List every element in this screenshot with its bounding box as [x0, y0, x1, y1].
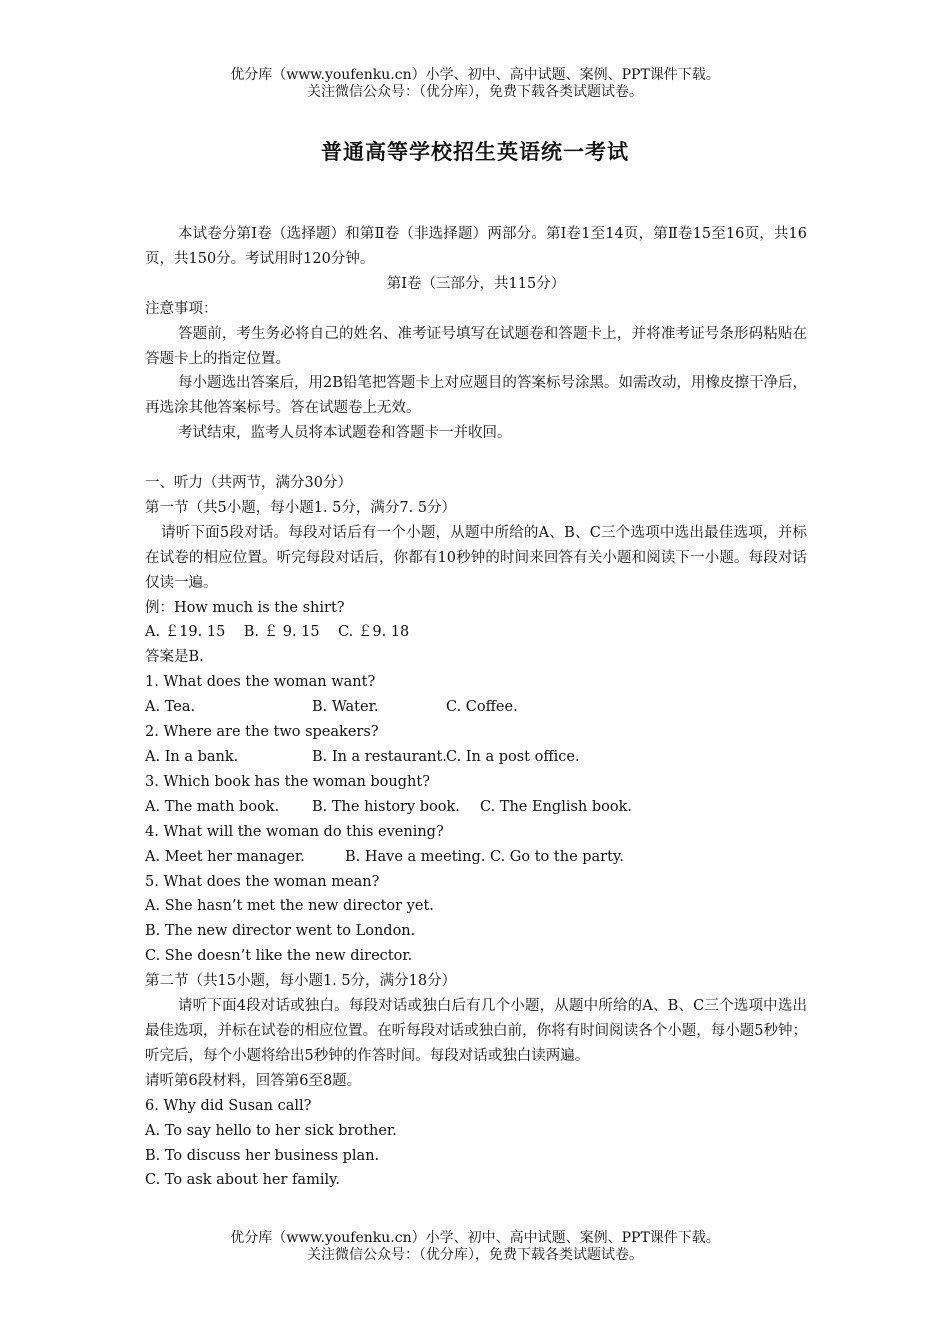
option-b: B. The new director went to London.: [145, 923, 416, 940]
question-1: 1. What does the woman want?: [145, 674, 376, 691]
section2-instructions: 请听下面4段对话或独白。每段对话或独白后有几个小题，从题中所给的A、B、C三个选项中选出最佳选项，并标在试卷的相应位置。在听每段对话或独白前，你将有时间阅读各个小题，每小题5秒钟；听完后，每个小题将给出5秒钟的作答时间。每段对话或独白读两遍。: [145, 998, 807, 1064]
option-a: A. The math book.: [145, 798, 280, 815]
option-b: B. Have a meeting.: [345, 848, 486, 865]
question-1-options: [145, 695, 807, 720]
question-4: 4. What will the woman do this evening?: [145, 823, 444, 840]
question-6: 6. Why did Susan call?: [145, 1097, 312, 1114]
notice-heading: 注意事项：: [145, 300, 218, 317]
option-b: B. The history book.: [312, 798, 460, 815]
section1-instructions: 请听下面5段对话。每段对话后有一个小题，从题中所给的A、B、C三个选项中选出最佳选项，并标在试卷的相应位置。听完每段对话后，你都有10秒钟的时间来回答有关小题和阅读下一小题。每段对话仅读一遍。: [145, 524, 807, 591]
example-options: [145, 620, 807, 645]
option-c: C. In a post office.: [446, 749, 580, 766]
option-c: C. Coffee.: [446, 699, 518, 716]
spacer: [145, 446, 807, 471]
option-a: A. In a bank.: [145, 749, 239, 766]
intro-paragraph: 本试卷分第Ⅰ卷（选择题）和第Ⅱ卷（非选择题）两部分。第Ⅰ卷1至14页，第Ⅱ卷15至16页，共16页，共150分。考试用时120分钟。: [145, 226, 807, 267]
notice-item-1: 答题前，考生务必将自己的姓名、准考证号填写在试题卷和答题卡上，并将准考证号条形码粘贴在答题卡上的指定位置。: [145, 325, 807, 367]
example-answer: 答案是B.: [145, 649, 204, 666]
page-footer: [0, 1230, 950, 1264]
option-b: B. To discuss her business plan.: [145, 1147, 380, 1164]
question-5: 5. What does the woman mean?: [145, 873, 380, 890]
footer-line-2: 关注微信公众号：（优分库），免费下载各类试题试卷。: [307, 1247, 643, 1263]
section2-heading: 第二节（共15小题，每小题1. 5分，满分18分）: [145, 973, 457, 990]
page-header: [0, 67, 950, 101]
footer-line-1: 优分库（www.youfenku.cn）小学、初中、高中试题、案例、PPT课件下载。: [230, 1230, 720, 1246]
option-c: C. She doesn’t like the new director.: [145, 948, 413, 965]
option-a: A. Tea.: [145, 699, 196, 716]
question-3-options: [145, 795, 807, 820]
example-question: 例：How much is the shirt?: [145, 599, 345, 616]
question-2: 2. Where are the two speakers?: [145, 724, 379, 741]
page-title: 普通高等学校招生英语统一考试: [321, 139, 629, 164]
option-c: C. Go to the party.: [490, 848, 624, 865]
document-body: [145, 222, 807, 1193]
option-a: A. She hasn’t met the new director yet.: [145, 898, 434, 915]
header-line-1: 优分库（www.youfenku.cn）小学、初中、高中试题、案例、PPT课件下载。: [230, 67, 720, 83]
example-option-a: A. ￡19. 15: [145, 624, 226, 641]
material-note: 请听第6段材料，回答第6至8题。: [145, 1072, 362, 1089]
option-c: C. To ask about her family.: [145, 1172, 340, 1189]
option-b: B. In a restaurant.: [312, 749, 447, 766]
part1-heading: 一、听力（共两节，满分30分）: [145, 475, 352, 492]
example-option-b: B. ￡ 9. 15: [243, 624, 320, 641]
question-3: 3. Which book has the woman bought?: [145, 773, 430, 790]
example-option-c: C. ￡9. 18: [338, 624, 410, 641]
option-c: C. The English book.: [480, 798, 633, 815]
notice-item-2: 每小题选出答案后，用2B铅笔把答题卡上对应题目的答案标号涂黑。如需改动，用橡皮擦干净后，再选涂其他答案标号。答在试题卷上无效。: [145, 375, 807, 417]
option-a: A. To say hello to her sick brother.: [145, 1122, 397, 1139]
option-b: B. Water.: [312, 699, 379, 716]
section1-heading: 第一节（共5小题，每小题1. 5分，满分7. 5分）: [145, 499, 457, 516]
header-line-2: 关注微信公众号：（优分库），免费下载各类试题试卷。: [307, 84, 643, 100]
option-a: A. Meet her manager.: [145, 848, 305, 865]
question-2-options: [145, 745, 807, 770]
volume-heading: 第Ⅰ卷（三部分，共115分）: [386, 275, 566, 292]
question-4-options: [145, 845, 807, 870]
notice-item-3: 考试结束，监考人员将本试题卷和答题卡一并收回。: [178, 425, 512, 442]
